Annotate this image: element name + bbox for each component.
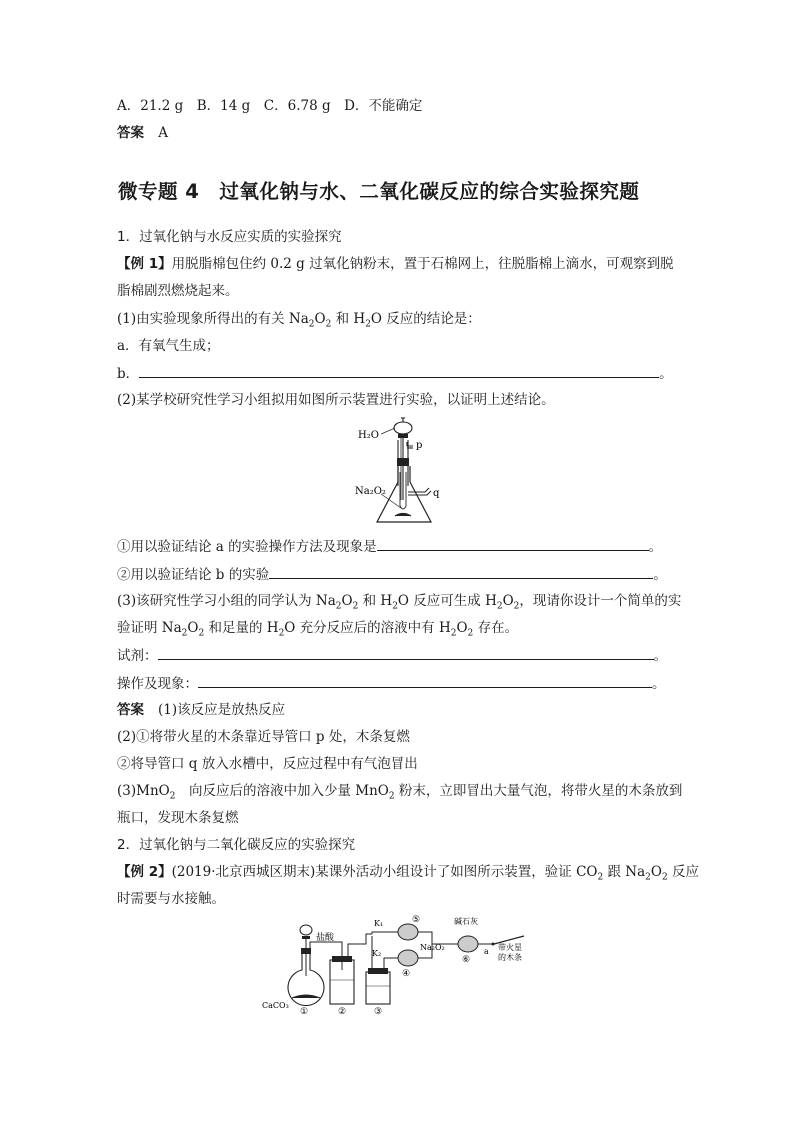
- label-h2o: H₂O: [358, 430, 379, 441]
- label-caco3: CaCO₃: [262, 1001, 289, 1010]
- section2-heading: 2．过氧化钠与二氧化碳反应的实验探究: [117, 837, 356, 853]
- example1-tag: 【例 1】: [117, 256, 172, 272]
- label-na2o2: Na₂O₂: [355, 486, 386, 497]
- num-5: ⑤: [412, 915, 421, 925]
- label-k2: K₂: [372, 949, 382, 958]
- q1-item-a: a．有氧气生成；: [117, 338, 220, 354]
- label-a: a: [484, 947, 489, 956]
- example2-tag: 【例 2】: [117, 864, 172, 880]
- answer3-line: ②将导管口 q 放入水槽中，反应过程中有气泡冒出: [117, 756, 418, 772]
- answer-blank-operation[interactable]: [198, 673, 652, 688]
- q1-text: (1)由实验现象所得出的有关 $Na_2O_2$ 和 $H_2O$ 反应的结论是：: [117, 311, 481, 330]
- answer-value: A: [158, 125, 169, 141]
- flask-apparatus-figure: [355, 412, 465, 528]
- answer4-line: (3)MnO$_2$ 向反应后的溶液中加入少量 MnO$_2$ 粉末，立即冒出大量气泡，将带火星的木条放到: [117, 783, 683, 802]
- q2-text: (2)某学校研究性学习小组拟用如图所示装置进行实验，以证明上述结论。: [117, 392, 555, 408]
- answer2-line: (2)①将带火星的木条靠近导管口 p 处，木条复燃: [117, 729, 410, 745]
- answer-blank-op2[interactable]: [269, 564, 653, 579]
- prev-answer: [117, 123, 168, 143]
- num-6: ⑥: [462, 955, 471, 965]
- topic-title: 微专题 4 过氧化钠与水、二氧化碳反应的综合实验探究题: [118, 180, 640, 203]
- q2-op2: ②用以验证结论 b 的实验 。: [117, 564, 667, 585]
- q1-item-b: b． 。: [117, 363, 673, 384]
- reagent-line: 试剂： 。: [117, 645, 667, 666]
- num-2: ②: [338, 1007, 347, 1016]
- section1-heading: 1．过氧化钠与水反应实质的实验探究: [117, 229, 342, 245]
- co2-apparatus-figure: [262, 914, 542, 1016]
- num-1: ①: [300, 1007, 309, 1016]
- stopcock: [398, 434, 408, 438]
- answer5-line: 瓶口，发现木条复燃: [117, 810, 239, 826]
- label-k1: K₁: [374, 919, 384, 928]
- example1-line2: 脂棉剧烈燃烧起来。: [117, 283, 239, 299]
- answer-blank-reagent[interactable]: [158, 645, 654, 660]
- num-3: ③: [374, 1007, 383, 1016]
- answer-label: 答案: [117, 702, 144, 718]
- q3-line1: (3)该研究性学习小组的同学认为 $Na_2O_2$ 和 $H_2O$ 反应可生成 $H_2O_2$，现请你设计一个简单的实: [117, 593, 682, 612]
- label-p: p: [416, 440, 423, 451]
- example2-line1: 【例 2】(2019·北京西城区期末)某课外活动小组设计了如图所示装置，验证 $CO_2$ 跟 $Na_2O_2$ 反应: [117, 864, 699, 883]
- example1-line1: 【例 1】用脱脂棉包住约 0.2 g 过氧化钠粉末，置于石棉网上，往脱脂棉上滴水，可观察到脱: [117, 256, 674, 272]
- answer-blank-b[interactable]: [139, 363, 659, 378]
- rubber-stopper: [397, 458, 409, 466]
- label-splint-2: 的木条: [498, 953, 522, 962]
- options-line: A．21.2 g B．14 g C．6.78 g D．不能确定: [117, 98, 423, 114]
- answer-label: 答案: [117, 125, 144, 141]
- example2-line2: 时需要与水接触。: [117, 891, 225, 907]
- operation-line: 操作及现象： 。: [117, 673, 666, 694]
- q3-line2: 验证明 $Na_2O_2$ 和足量的 $H_2O$ 充分反应后的溶液中有 $H_2O_2$ 存在。: [117, 620, 519, 639]
- answer-blank-op1[interactable]: [377, 536, 649, 551]
- bottle-3: [366, 972, 390, 1004]
- label-q: q: [433, 488, 440, 499]
- label-na2o2: Na₂O₂: [420, 943, 445, 952]
- funnel-bulb: [394, 422, 412, 434]
- label-soda-lime: 碱石灰: [454, 917, 478, 926]
- q2-op1: ①用以验证结论 a 的实验操作方法及现象是 。: [117, 536, 662, 557]
- label-splint-1: 带火星: [498, 943, 522, 952]
- label-hcl: 盐酸: [316, 933, 335, 943]
- answer1-line: 答案 (1)该反应是放热反应: [117, 702, 286, 718]
- num-4: ④: [402, 969, 411, 979]
